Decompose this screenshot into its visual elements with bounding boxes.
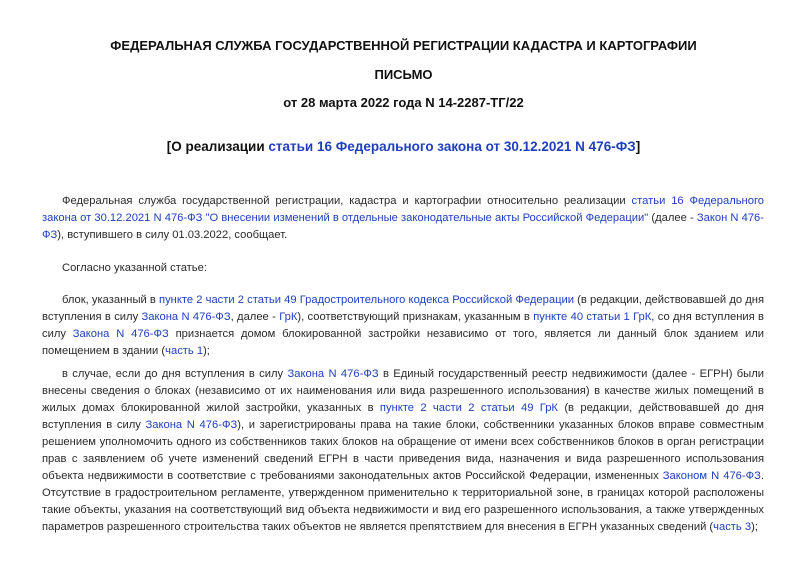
paragraph-text: в Единый государственный реестр недвижимости (далее - ЕГРН) были внесены сведения о блоках (независимо от их наименования или вида разрешенного использования) в качестве жилых помещений в жилых домах блокированной жилой застройки, указанных в <box>42 368 765 414</box>
document-subject <box>0 139 807 154</box>
law-reference-link[interactable]: пункте 2 части 2 статьи 49 ГрК <box>379 402 558 414</box>
paragraph-text: ); <box>203 345 210 357</box>
subject-suffix: ] <box>635 139 641 154</box>
subject-law-link[interactable]: статьи 16 Федерального закона от 30.12.2021 N 476-ФЗ <box>268 139 636 154</box>
document-type: ПИСЬМО <box>374 67 433 82</box>
law-reference-link[interactable]: Закон N 476-ФЗ <box>42 212 765 241</box>
law-reference-link[interactable]: пункте 2 части 2 статьи 49 Градостроительного кодекса Российской Федерации <box>159 294 574 306</box>
law-reference-link[interactable]: Закона N 476-ФЗ <box>287 368 379 380</box>
paragraph-text: ), вступившего в силу 01.03.2022, сообщает. <box>57 229 288 241</box>
paragraph-text: ), и зарегистрированы права на такие блоки, собственники указанных блоков вправе совместным решением уполномочить одного из собственников таких блоков на обращение от имени всех собственников блоков в орган регистрации прав с заявлением об учете изменений сведений ЕГРН в части приведения вида, назначения и вида разрешенного использования объекта недвижимости в соответствие с требованиями законодательных актов Российской Федерации, измененных <box>42 419 764 482</box>
law-reference-link[interactable]: ГрК <box>279 311 298 323</box>
agency-title: ФЕДЕРАЛЬНАЯ СЛУЖБА ГОСУДАРСТВЕННОЙ РЕГИСТРАЦИИ КАДАСТРА И КАРТОГРАФИИ <box>110 38 697 53</box>
law-reference-link[interactable]: Закона N 476-ФЗ <box>72 328 169 340</box>
paragraph-text: (далее - <box>648 212 697 224</box>
paragraph-text: блок, указанный в <box>62 294 160 306</box>
paragraph-text: ); <box>751 521 758 533</box>
paragraph-text: признается домом блокированной застройки независимо от того, является ли данный блок зданием или помещением в здании ( <box>42 328 764 357</box>
paragraph-intro <box>42 193 764 244</box>
law-reference-link[interactable]: статьи 16 Федерального закона от 30.12.2021 N 476-ФЗ "О внесении изменений в отдельные законодательные акты Российской Федерации" <box>42 195 765 224</box>
paragraph-block-definition <box>42 292 764 360</box>
law-reference-link[interactable]: пункте 40 статьи 1 ГрК <box>533 311 652 323</box>
paragraph-text: , со дня вступления в силу <box>42 311 764 340</box>
paragraph-text: . Отсутствие в градостроительном регламенте, утвержденном применительно к территориальной зоне, в границах которой расположены такие объекты, указания на соответствующий вид объекта недвижимости и вид его разрешенного использования, а также утвержденных параметров разрешенного строительства таких объектов не является препятствием для внесения в ЕГРН указанных сведений ( <box>42 470 764 533</box>
law-reference-link[interactable]: Закона N 476-ФЗ <box>141 311 231 323</box>
paragraph-text: Согласно указанной статье: <box>62 262 207 274</box>
paragraph-according <box>42 260 764 277</box>
document-date-number: от 28 марта 2022 года N 14-2287-ТГ/22 <box>283 95 524 110</box>
paragraph-egrn-case <box>42 366 764 536</box>
law-reference-link[interactable]: часть 1 <box>165 345 204 357</box>
law-reference-link[interactable]: часть 3 <box>713 521 752 533</box>
paragraph-text: в случае, если до дня вступления в силу <box>62 368 288 380</box>
paragraph-text: ), соответствующий признакам, указанным в <box>297 311 534 323</box>
subject-prefix: [О реализации <box>166 139 269 154</box>
paragraph-text: Федеральная служба государственной регистрации, кадастра и картографии относительно реализации <box>62 195 632 207</box>
paragraph-text: (в редакции, действовавшей до дня вступления в силу <box>42 294 764 323</box>
law-reference-link[interactable]: Законом N 476-ФЗ <box>662 470 761 482</box>
law-reference-link[interactable]: Закона N 476-ФЗ <box>145 419 238 431</box>
paragraph-text: (в редакции, действовавшей до дня вступления в силу <box>42 402 764 431</box>
paragraph-text: , далее - <box>230 311 280 323</box>
